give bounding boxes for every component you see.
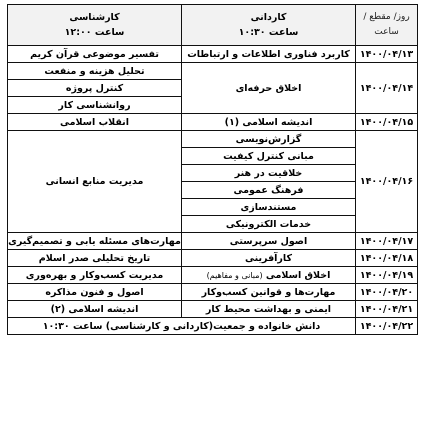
karshenasi-course: روانشناسی کار (8, 97, 182, 114)
karshenasi-course: تفسیر موضوعی قرآن کریم (8, 46, 182, 63)
kardani-course (182, 267, 356, 284)
time-header-label: ساعت (374, 27, 399, 37)
kardani-course: خلاقیت در هنر (182, 165, 356, 182)
kardani-course: کاربرد فناوری اطلاعات و ارتباطات (182, 46, 356, 63)
kardani-header (182, 5, 356, 46)
karshenasi-course: مهارت‌های مسئله یابی و تصمیم‌گیری (8, 233, 182, 250)
row-date: ۱۴۰۰/۰۴/۱۳ (356, 46, 418, 63)
kardani-course: مستندسازی (182, 199, 356, 216)
schedule-table (7, 4, 418, 335)
table-row (8, 267, 418, 284)
table-row (8, 131, 418, 148)
kardani-course: فرهنگ عمومی (182, 182, 356, 199)
kardani-course: ایمنی و بهداشت محیط کار (182, 301, 356, 318)
row-date: ۱۴۰۰/۰۴/۱۵ (356, 114, 418, 131)
karshenasi-course: تاریخ تحلیلی صدر اسلام (8, 250, 182, 267)
kardani-course: مهارت‌ها و قوانین کسب‌وکار (182, 284, 356, 301)
kardani-course-note: (مبانی و مفاهیم) (206, 270, 263, 280)
date-header-label: روز/ مقطع / (363, 12, 410, 22)
table-row (8, 114, 418, 131)
row-date: ۱۴۰۰/۰۴/۲۲ (356, 318, 418, 335)
kardani-course: اصول سرپرستی (182, 233, 356, 250)
header-row (8, 5, 418, 46)
kardani-course: خدمات الکترونیکی (182, 216, 356, 233)
row-date: ۱۴۰۰/۰۴/۱۴ (356, 63, 418, 114)
table-row (8, 63, 418, 80)
karshenasi-time: ساعت ۱۲:۰۰ (64, 27, 125, 38)
row-date: ۱۴۰۰/۰۴/۱۹ (356, 267, 418, 284)
row-date: ۱۴۰۰/۰۴/۱۸ (356, 250, 418, 267)
shared-course: دانش خانواده و جمعیت(کاردانی و کارشناسی) ساعت ۱۰:۳۰ (8, 318, 356, 335)
table-row (8, 284, 418, 301)
table-row (8, 233, 418, 250)
table-row (8, 250, 418, 267)
karshenasi-course: انقلاب اسلامی (8, 114, 182, 131)
kardani-title: کاردانی (250, 12, 287, 23)
row-date: ۱۴۰۰/۰۴/۲۰ (356, 284, 418, 301)
kardani-course: اندیشه اسلامی (۱) (182, 114, 356, 131)
kardani-course: اخلاق حرفه‌ای (182, 63, 356, 114)
row-date: ۱۴۰۰/۰۴/۱۷ (356, 233, 418, 250)
karshenasi-course: مدیریت منابع انسانی (8, 131, 182, 233)
row-date: ۱۴۰۰/۰۴/۱۶ (356, 131, 418, 233)
kardani-course: مبانی کنترل کیفیت (182, 148, 356, 165)
karshenasi-course: اندیشه اسلامی (۲) (8, 301, 182, 318)
exam-schedule (7, 4, 417, 335)
karshenasi-course: اصول و فنون مذاکره (8, 284, 182, 301)
table-row (8, 46, 418, 63)
date-header (356, 5, 418, 46)
kardani-course: کارآفرینی (182, 250, 356, 267)
kardani-course: گزارش‌نویسی (182, 131, 356, 148)
row-date: ۱۴۰۰/۰۴/۲۱ (356, 301, 418, 318)
karshenasi-course: تحلیل هزینه و منفعت (8, 63, 182, 80)
karshenasi-course: مدیریت کسب‌وکار و بهره‌وری (8, 267, 182, 284)
table-row (8, 318, 418, 335)
kardani-time: ساعت ۱۰:۳۰ (238, 27, 299, 38)
kardani-course-title: اخلاق اسلامی (265, 269, 331, 281)
karshenasi-course: کنترل پروژه (8, 80, 182, 97)
table-row (8, 301, 418, 318)
karshenasi-title: کارشناسی (69, 12, 120, 23)
karshenasi-header (8, 5, 182, 46)
